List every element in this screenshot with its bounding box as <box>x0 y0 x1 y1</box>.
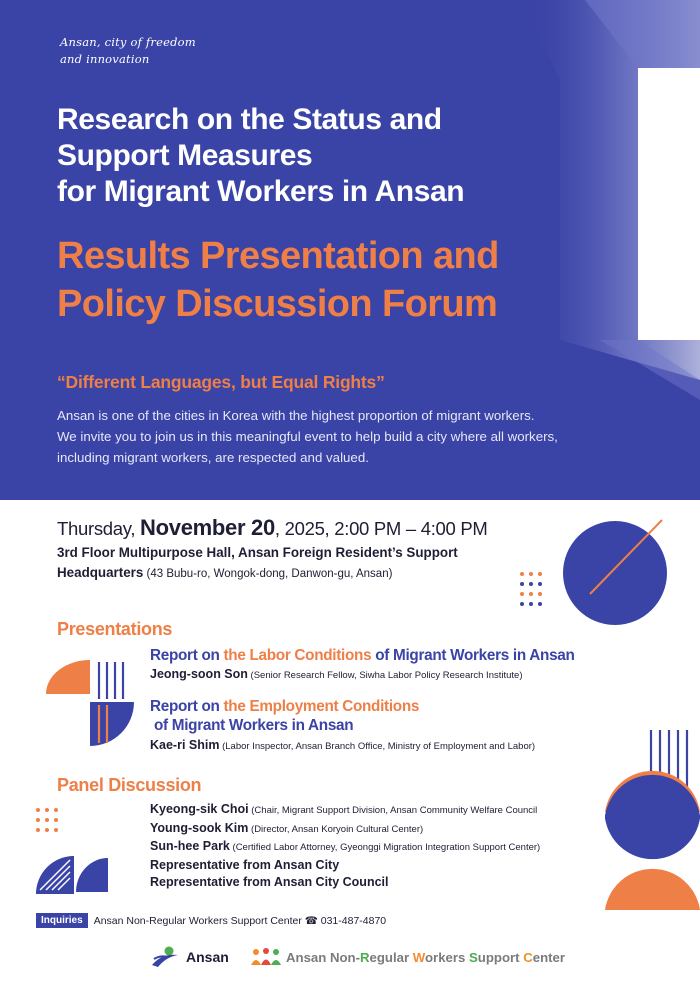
tagline-line-2: and innovation <box>60 52 150 66</box>
semicircle-stack-decoration <box>603 730 700 910</box>
member-role: (Chair, Migrant Support Division, Ansan Community Welfare Council <box>248 805 538 816</box>
report-1-prefix: Report on <box>150 647 224 664</box>
report-1-suffix: of Migrant Workers in Ansan <box>371 647 575 664</box>
tagline-line-1: Ansan, city of freedom <box>60 35 196 49</box>
forum-title-line-2: Policy Discussion Forum <box>57 283 498 325</box>
venue-line-1: 3rd Floor Multipurpose Hall, Ansan Foreign Resident’s Support <box>57 545 458 560</box>
panel-member <box>150 857 540 875</box>
intro-line-2: We invite you to join us in this meaningful event to help build a city where all workers, <box>57 429 558 444</box>
report-1-title <box>150 646 575 665</box>
panel-graphic <box>34 806 114 896</box>
support-center-name <box>286 950 565 965</box>
circle-decoration <box>560 516 670 626</box>
event-time: , 2025, 2:00 PM – 4:00 PM <box>274 518 488 539</box>
report-1-presenter <box>150 667 523 681</box>
intro-line-1: Ansan is one of the cities in Korea with the highest proportion of migrant workers. <box>57 408 535 423</box>
presentations-heading: Presentations <box>57 619 173 639</box>
ansan-emblem-icon <box>150 945 180 969</box>
member-name: Representative from Ansan City Council <box>150 875 389 890</box>
ansan-logo <box>150 945 229 969</box>
member-name: Kyeong-sik Choi <box>150 802 249 816</box>
forum-title-line-1: Results Presentation and <box>57 235 499 277</box>
member-name: Sun-hee Park <box>150 839 230 854</box>
report-2-line-2: of Migrant Workers in Ansan <box>154 717 354 734</box>
presenter-2-role: (Labor Inspector, Ansan Branch Office, Ministry of Employment and Labor) <box>219 741 536 752</box>
city-tagline <box>60 34 196 68</box>
center-name-part: Ansan Non- <box>286 949 360 965</box>
report-2-presenter <box>150 738 535 752</box>
panel-member <box>150 820 540 839</box>
venue-line-2: Headquarters <box>57 565 144 580</box>
member-role: (Certified Labor Attorney, Gyeonggi Migration Integration Support Center) <box>229 842 541 854</box>
page-title <box>57 102 617 210</box>
intro-text <box>57 405 657 468</box>
inquiries-badge: Inquiries <box>36 913 88 928</box>
title-line-1: Research on the Status and <box>57 103 442 136</box>
title-line-2: Support Measures <box>57 139 313 172</box>
member-name: Young-sook Kim <box>150 820 249 835</box>
center-name-part: upport <box>477 949 524 965</box>
support-center-logo <box>250 947 565 967</box>
title-line-3: for Migrant Workers in Ansan <box>57 175 465 208</box>
center-name-part: orkers <box>425 949 469 965</box>
panel-member <box>150 801 540 820</box>
panel-member <box>150 874 540 892</box>
intro-line-3: including migrant workers, are respected and valued. <box>57 450 369 465</box>
event-datetime <box>57 515 488 541</box>
dot-grid-decoration <box>518 570 544 610</box>
member-name: Representative from Ansan City <box>150 857 340 872</box>
slogan: “Different Languages, but Equal Rights” <box>57 372 385 392</box>
report-2-highlight: the Employment Conditions <box>223 698 420 715</box>
panel-members <box>150 801 540 892</box>
center-name-part: S <box>469 949 478 965</box>
inquiries <box>36 913 386 928</box>
event-date: November 20 <box>140 515 275 540</box>
presentation-graphic <box>42 657 137 747</box>
center-name-part: R <box>360 949 370 965</box>
report-2-prefix: Report on <box>150 698 224 715</box>
event-venue <box>57 543 557 584</box>
report-1-highlight: the Labor Conditions <box>223 647 372 664</box>
panel-member <box>150 838 540 857</box>
event-weekday: Thursday, <box>57 518 136 539</box>
ansan-logo-text: Ansan <box>186 949 229 965</box>
forum-title <box>57 232 657 328</box>
member-role: (Director, Ansan Koryoin Cultural Center) <box>248 823 424 835</box>
venue-address: (43 Bubu-ro, Wongok-dong, Danwon-gu, Ansan) <box>143 568 393 580</box>
inquiries-contact: Ansan Non-Regular Workers Support Center ☎ 031-487-4870 <box>93 914 387 927</box>
people-icon <box>250 947 282 967</box>
center-name-part: enter <box>532 949 565 965</box>
center-name-part: egular <box>369 949 413 965</box>
presenter-1-name: Jeong-soon Son <box>150 667 248 681</box>
panel-heading: Panel Discussion <box>57 775 202 795</box>
center-name-part: C <box>523 949 533 965</box>
presenter-2-name: Kae-ri Shim <box>150 738 220 752</box>
center-name-part: W <box>412 949 425 965</box>
report-2-title <box>150 697 419 735</box>
presenter-1-role: (Senior Research Fellow, Siwha Labor Policy Research Institute) <box>247 670 523 681</box>
